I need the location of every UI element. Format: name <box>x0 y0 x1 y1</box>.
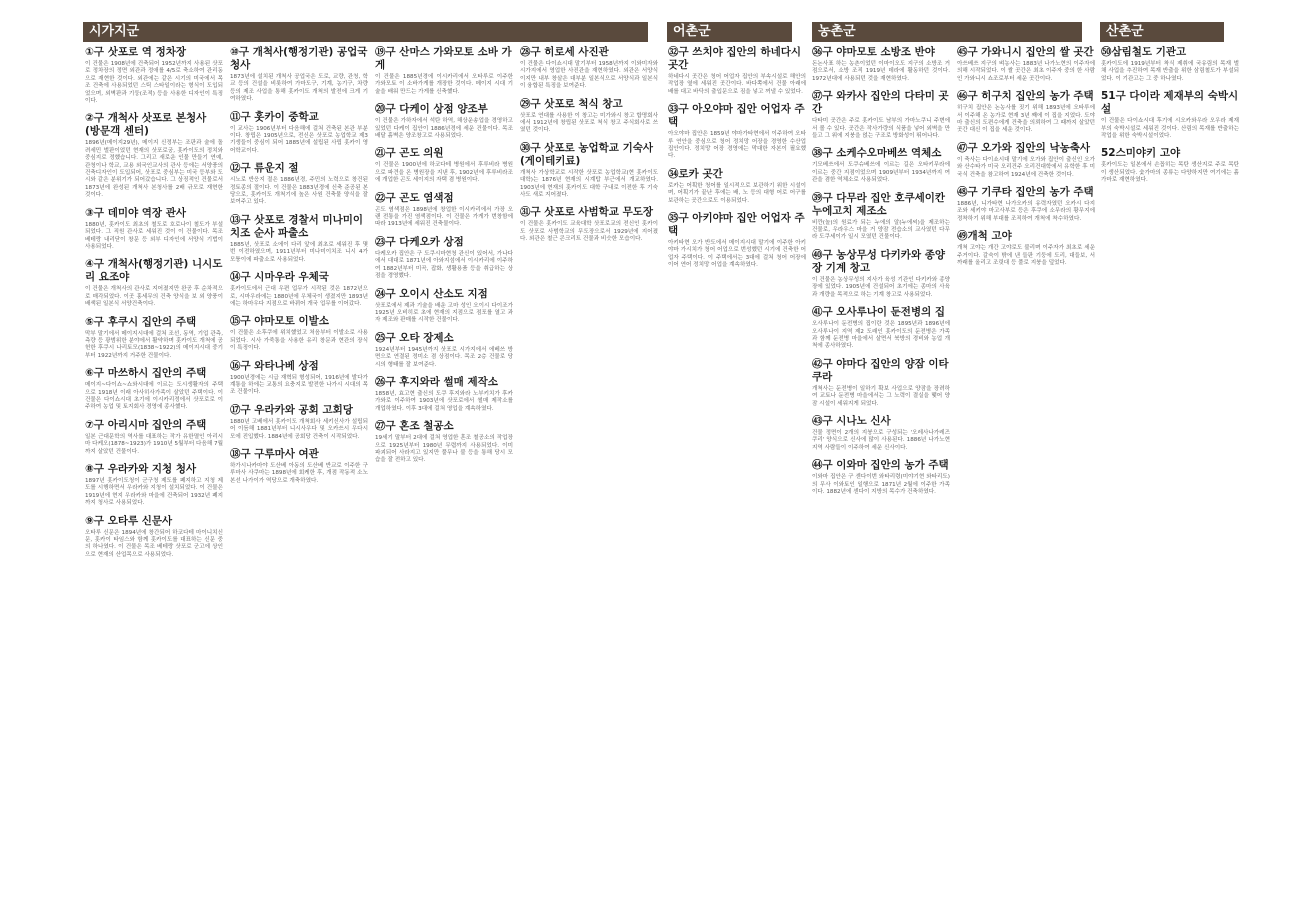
building-entry <box>230 214 368 264</box>
building-entry <box>520 142 658 200</box>
building-description: 다케오카 집안은 구 도쿠시마현청 관신이 있어서, 가나다에서 대대로 1871년에 아와지섬에서 이시카리에 이주하여 1882년부터 미곡, 잡화, 생활용품 등을 취급하는 상점을 경영했다. <box>375 250 513 280</box>
building-title: ⑯구 와타나베 상점 <box>230 359 319 372</box>
building-entry <box>812 306 950 351</box>
building-title: ⑫구 류운지 절 <box>230 162 299 175</box>
building-title: ⑭구 시마우라 우체국 <box>230 271 329 284</box>
building-entry <box>85 367 223 412</box>
building-title: ⑪구 홋카이 중학교 <box>230 110 319 123</box>
building-entry <box>85 112 223 199</box>
building-description: 이 건물은 1900년에 하코다테 병원에서 후루비라 병원으로 파견을 온 병원장을 지낸 후, 1902년에 후루비라조에 개업한 곤도 세이지의 자택 겸 병원이다. <box>375 162 513 184</box>
column-1 <box>85 46 223 566</box>
building-title: ⑱구 구루마사 여관 <box>230 447 319 460</box>
building-title: ⑧구 우라카와 지청 청사 <box>85 463 197 475</box>
building-description: 오사루나이 둔전병의 집이란 것은 1895년과 1896년에 오사루나이 지역 제2 도래인 홋카이도의 둔전병은 가족과 함께 둔전병 마을에서 살면서 북방의 경비와 농업 개척에 종사하였다. <box>812 321 950 350</box>
section-header-farming: 농촌군 <box>812 22 1082 42</box>
building-title: ㊻구 히구치 집안의 농가 주택 <box>957 90 1094 103</box>
building-title: ㉕구 오타 장제소 <box>375 331 454 344</box>
building-description: 이 건물은 1908년에 건축되어 1952년까지 사용된 삿포로 정차장의 정면 외관과 정애를 4/5로 축소하여 관리동으로 재현한 것이다. 외관에는 같은 시기의 미국에서 목조 건축에 사용되었던 스틱 스타일이라는 형식이 도입되었으며, 외벽판과 기둥(조적) 등을 사용한 디자인이 특징이다. <box>85 61 223 105</box>
building-entry <box>812 459 950 496</box>
building-title: ㊺구 가와니시 집안의 쌀 곳간 <box>957 46 1094 58</box>
building-entry <box>957 90 1095 135</box>
building-entry <box>1101 46 1239 83</box>
building-description: 막부 말기에서 메이지시대에 걸쳐 조선, 동역, 기업 관측, 측량 등 광범위한 분야에서 활약하며 홋카이도 개척에 공헌한 후쿠시 나리토모(1838~1922)의 메이지시대 중기부터 1922년까지 거주한 건물이다. <box>85 330 223 359</box>
building-title: ㉓구 다케오카 상점 <box>375 235 464 248</box>
building-entry <box>230 360 368 397</box>
building-entry <box>230 315 368 352</box>
building-title: ⑥구 마쓰하시 집안의 주택 <box>85 367 207 380</box>
building-description: 1880년 고베에서 홋카이도 개척회사 세키신사가 설립되어 이듬해 1881년부터 니시사우다 및 오카쓰시 우다시 모에 진입했다. 1884년에 공회당 건축이 시작되었다. <box>230 418 368 440</box>
building-title: ㊱구 야마모토 소방조 반야 <box>812 46 935 58</box>
building-description: 이 건물은 개척사의 관사로 지어졌지만 완공 후 순차적으로 매각되었다. 이곳 홍세무의 건축 양식을 보 외 양풍이 배색된 일본식 서양건축이다. <box>85 286 223 308</box>
building-title: ⑤구 후쿠시 집안의 주택 <box>85 315 197 328</box>
building-entry <box>1101 90 1239 140</box>
building-entry <box>520 98 658 135</box>
building-entry <box>85 419 223 456</box>
building-description: 시노로 반응지 절은 1886년경, 주민의 노력으로 창건된 정토종의 절이다. 이 건물은 1883년경에 신축 준공된 본당으로, 홋카이도 개척기에 높은 사원 건축물 양식을 잘 보여주고 있다. <box>230 177 368 206</box>
building-title: ㊽구 기쿠타 집안의 농가 주택 <box>957 186 1094 199</box>
building-title: ㉟구 아키야마 집안 어업자 주택 <box>668 212 805 238</box>
column-8 <box>1101 46 1239 192</box>
building-entry <box>520 206 658 243</box>
section-header-fishing: 어촌군 <box>667 22 792 42</box>
building-title: ㊲구 와카사 집안의 다타미 곳간 <box>812 90 949 116</box>
building-description: 오타루 신문은 1894년에 창간되어 하코다테 마이니치신문, 홋카이 타임스와 함께 홋카이도를 대표하는 신문 중의 하나였다. 이 건물은 목조 베테랑 삿포로 군고에 상인으로 현재의 산업목으로 사용되었다. <box>85 529 223 558</box>
building-entry <box>668 103 806 161</box>
building-title: ⑲구 산마스 가와모토 소바 가게 <box>375 46 512 71</box>
building-entry <box>85 463 223 508</box>
building-title: ⑮구 야마모토 이발소 <box>230 315 329 328</box>
building-title: ㉙구 삿포로 척식 창고 <box>520 97 623 110</box>
building-title: ㊳구 소케수오마베쓰 역체소 <box>812 147 942 160</box>
column-4 <box>520 46 658 251</box>
building-description: 건물 정면이 2개의 지붕으로 구성되는 '오레사나가레즈쿠리' 양식으로 신사에 많이 사용된다. 1886년 나가노현 지역 사람들이 이주하여 세운 신사이다. <box>812 429 950 451</box>
building-entry <box>85 316 223 361</box>
building-description: 홋카이도에 1919년부터 착식 제취에 국유림의 목재 벌채 사업을 추진하여 목재 반출을 위한 삼림철도가 부설되었다. 이 기관고는 그 중 하나였다. <box>1101 61 1239 82</box>
building-description: 삿포로에서 제과 기술을 배운 고마 성인 오이시 다이조가 1925년 오비히로 초에 현재의 지점으로 점포를 열고 과자 제조와 판매를 시작한 건물이다. <box>375 302 513 324</box>
building-entry <box>375 332 513 369</box>
column-5 <box>668 46 806 277</box>
building-description: 돈논사표 하는 농촌이었던 이마이오도 지구의 소방조 거점으로서, 소방 조직 1919년 데라에 활동하던 것이다. 1972년대에 사용되던 것을 재현하였다. <box>812 61 950 82</box>
building-description: 개척사는 둔전병이 일하기 확보 사업으로 양잠을 장려하여 교토나 둔전병 마을에서는 그 노력이 결실을 맺어 양잠 시설이 세워지게 되었다. <box>812 385 950 407</box>
building-entry <box>85 46 223 105</box>
building-entry <box>375 147 513 184</box>
building-title: ㊵구 농상무성 다키카와 종양장 기계 창고 <box>812 248 946 274</box>
building-description: 다타미 곳간은 주로 홋카이도 남부의 가마노쿠니 주변에서 볼 수 있다. 곳간은 작사가량의 식품을 넣어 외벽을 만들고 그 위에 지붕을 얹는 구조로 방화성이 뛰어나다. <box>812 118 950 140</box>
building-title: ㊷구 야마다 집안의 양잠 이타쿠라 <box>812 357 949 383</box>
building-title: ㊼구 오가와 집안의 낙농축사 <box>957 141 1091 154</box>
building-entry <box>957 230 1095 267</box>
building-title: ③구 데미야 역장 관사 <box>85 206 187 219</box>
building-entry <box>375 376 513 413</box>
building-title: ②구 개척사 삿포로 본청사 (방문객 센터) <box>85 112 207 138</box>
building-description: 개척 고야는 개간 고야로도 불리며 이주자가 최초로 세운 주거이다. 갈숙이 밖에 낸 들판 기둥에 도리, 대들보, 서까래를 올리고 조릿대 등 풀로 지붕을 덮었다. <box>957 245 1095 267</box>
building-description: 이 교사는 1906년부터 다음해에 걸쳐 건축된 본관 부분이다. 창립은 1905년으로, 전신은 삿포로 농업학교 제3기생들이 중심이 되어 1885년에 설립된 사립 홋카이 영어학교이다. <box>230 125 368 154</box>
section-header-mountain: 산촌군 <box>1100 22 1224 42</box>
building-entry <box>375 288 513 325</box>
building-title: ①구 삿포로 역 정차장 <box>85 46 187 58</box>
building-title: ⑦구 아리시마 집안의 주택 <box>85 418 207 431</box>
building-title: ⑳구 다케이 상점 양조부 <box>375 103 488 116</box>
building-title: ㊹구 이와마 집안의 농가 주택 <box>812 459 949 472</box>
building-entry <box>375 236 513 281</box>
building-entry <box>230 46 368 104</box>
building-description: 이 축사는 다이쇼시대 말기에 오가와 집안이 출신인 오가와 산수타가 미국 오리건주 오리건대학에서 유학한 후 미국식 건축을 참고하여 1924년에 건축한 것이다. <box>957 156 1095 178</box>
building-description: 1858년, 효고현 출신의 도쿠 후지와라 노부키치가 후카가와로 이주하여 1903년에 삿포로에서 썰매 제작소를 개업하였다. 이후 3대에 걸쳐 영업을 계속하였다. <box>375 390 513 412</box>
building-title: ⑰구 우라카와 공회 고회당 <box>230 403 353 416</box>
building-description: 하네다시 곳간은 청어 어업자 집안의 부속시설로 해안의 작업장 옆에 세워진 곳간이다. 바다쪽에서 건물 아래에 배를 대고 바닥의 출입문으로 짐을 넣고 꺼낼 수 있었다. <box>668 74 806 95</box>
building-description: 1897년 홋카이도청이 군구청 제도를 폐지하고 지청 제도를 시행하면서 우라카와 지청이 설치되었다. 이 건물은 1919년에 현지 우라카와 마을에 건축되어 1932년 폐지 까지 청사로 사용되었다. <box>85 478 223 507</box>
building-description: 아오야마 집안은 1859년 야마가타현에서 이주하여 오타루 연안을 중심으로 청어 정치망 어장을 경영한 수산업 집안이다. 정치망 어장 경영에는 막대한 자본이 필요했다. <box>668 131 806 160</box>
building-description: 개척사 가상학교로 시작한 삿포로 농업학교(현 홋카이도 대학)는 1876년 현재의 시계탑 부근에서 개교하였다. 1903년에 현재의 홋카이도 대학 구내로 이전한 후 기숙사도 새로 지어졌다. <box>520 169 658 199</box>
section-header-urban: 시가지군 <box>83 22 648 42</box>
building-title: 51구 다이라 제재부의 숙박시설 <box>1101 90 1239 116</box>
building-entry <box>668 46 806 96</box>
building-description: 이 건물은 가하자에서 석탄 하역, 해상운송업을 경영하고 있었던 다케이 집안이 1886년경에 세운 건물이다. 목조 배달 흙벽은 양조창고로 사용되었다. <box>375 118 513 140</box>
column-2 <box>230 46 368 492</box>
building-title: ㉖구 후지와라 썰매 제작소 <box>375 375 498 388</box>
building-description: 1873년에 설치된 개척사 공업국은 도로, 교량, 관청, 학교 등의 건설을 비롯하여 가마도구, 기계, 농기구, 차량 등의 제조 사업을 통해 홋카이도 개척의 발전에 크게 기여하였다. <box>230 74 368 103</box>
building-title: ㉛구 삿포로 사범학교 무도장 <box>520 206 654 219</box>
building-entry <box>520 46 658 91</box>
building-description: 이 건물은 1885년경에 이시카리에서 오타루로 이주한 가와모토 이 소바가게를 개장한 것이다. 메이지 시대 기술을 배워 만드는 가게를 신축했다. <box>375 74 513 95</box>
building-description: 홋카이도는 일본에서 손꼽히는 목탄 생산지로 주로 목탄이 생산되었다. 숯가마의 종류는 다양하지만 여기에는 흙가마로 재현하였다. <box>1101 162 1239 184</box>
building-title: ㉒구 곤도 염색점 <box>375 191 454 204</box>
building-entry <box>812 147 950 184</box>
building-title: ㉞로카 곳간 <box>668 167 723 180</box>
building-entry <box>375 103 513 140</box>
building-description: 1900년경에는 시급 재혁되 형성되어, 1916년에 발다가 계통을 하에는 교통의 요충지로 발전한 나가시 시대의 목조 건물이다. <box>230 374 368 396</box>
building-entry <box>812 46 950 83</box>
building-description: 이와마 집안은 구 센다이번 와타리령(미야기현 와타리도)의 무사 이와토인 일행으로 1871년 2월에 이주한 가족이다. 1882년에 센다이 지방의 목수가 건축하였다. <box>812 474 950 495</box>
building-entry <box>85 515 223 560</box>
building-description: 1880년, 홋카이도 최초의 철도로 호로나이 철도가 부설되었다. 그 직원 관사로 세워진 것이 이 건물이다. 목조 베테랑 내리닫이 창문 등 외부 디자인에 서양식 기법이 사용되었다. <box>85 221 223 250</box>
column-3 <box>375 46 513 472</box>
building-description: 아키타현 오가 반도에서 메이지시대 말기에 이주한 아키야마 가시치가 청어 어업으로 번성했던 시기에 건축한 어업자 주택이다. 이 주택에서는 3대에 걸쳐 청어 어장에 이어 연어 정치망 어업을 계속하였다. <box>668 240 806 269</box>
building-title: ⑬구 삿포로 경찰서 미나미이치조 순사 파출소 <box>230 213 364 239</box>
building-description: 홋카이도에서 근대 우편 업무가 시작된 것은 1872년으로, 시마우라에는 1880년에 우체국이 생겼지만 1893년에는 하마우다 지점으로 바뀌어 개국 업무를 이어갔다. <box>230 286 368 307</box>
building-title: 52스미야키 고야 <box>1101 147 1181 160</box>
building-entry <box>957 142 1095 179</box>
column-7 <box>957 46 1095 275</box>
building-title: ㉘구 히로세 사진관 <box>520 46 609 58</box>
building-entry <box>230 448 368 485</box>
building-entry <box>812 90 950 140</box>
building-description: 일본 근대문학의 역사를 대표하는 작가 유한멸인 아리시마 다케오(1878~1923)가 1910년 5월부터 다음해 7월까지 살았던 건물이다. <box>85 433 224 455</box>
building-description: 삿포로 연대를 사용한 이 창고는 미가와시 창고 합명회사에서 1912년에 창립된 삿포로 척식 창고 주식회사로 쓰였던 것이다. <box>520 112 658 134</box>
building-entry <box>230 271 368 308</box>
building-description: 비깐(놀)의 원료가 되는 누에의 알(누에씨)을 제조하는 건물로, 우라우스 마을 거 양잠 전습소의 교사였던 다무라 도쿠세이가 일시 모였던 건물이다. <box>812 219 950 241</box>
building-description: 곤도 염색점은 1898년에 창업한 이시카리에서 가장 오랜 전통을 가진 염색점이다. 이 건물은 가게가 번창함에 따라 1913년에 세워진 건축물이다. <box>375 206 513 228</box>
building-entry <box>812 358 950 408</box>
building-title: ㊴구 다무라 집안 호쿠세이칸 누에고치 제조소 <box>812 191 946 217</box>
building-entry <box>957 46 1095 83</box>
building-entry <box>812 249 950 299</box>
building-description: 1924년부터 1945년까지 삿포로 시가지에서 에베쓰 방면으로 연결된 정미소 겸 상점이다. 목조 2층 건물로 당시의 형태를 잘 보여준다. <box>375 346 513 368</box>
building-description: 기모베쓰에서 도쿠슈베쓰에 이르는 길은 오타키무라에 이르는 중간 지점이었으며 1909년부터 1934년까지 여관을 겸한 역체소로 사용되었다. <box>812 162 950 184</box>
building-description: 아쓰베쓰 지구의 벼농사는 1883년 나가노현의 이주자에 의해 시작되었다. 이 쌀 곳간은 최초 이주자 중의 한 사람인 가와니시 쇼조로부터 세운 곳간이다. <box>957 61 1095 82</box>
building-entry <box>375 46 513 96</box>
building-entry <box>668 212 806 270</box>
building-entry <box>85 207 223 252</box>
building-title: ㉗구 혼조 철공소 <box>375 420 454 433</box>
building-title: ㊸구 시나노 신사 <box>812 414 891 427</box>
building-description: 메이지~다이쇼~쇼와시대에 이르는 도시생활자의 주택으로 1918년 이래 아사히사가족이 살았던 주택이다. 이 건물은 다이쇼시대 초기에 이시카리정에서 삿포로로 이주하여 농업 및 토지회사 경영에 종사했다. <box>85 382 223 411</box>
building-title: ④구 개척사(행정기관) 니시도리 요조야 <box>85 258 223 284</box>
building-entry <box>375 420 513 465</box>
building-entry <box>230 111 368 156</box>
building-title: ㊾개척 고야 <box>957 230 1012 243</box>
building-description: 하가시나카마야 도산베 아동의 도산베 반교로 이주한 구루마사 사쿠마는 1898년에 회케한 후, 개점 작동적 소노 본선 나가이가 역당으로 개축하였다. <box>230 462 368 484</box>
building-description: 이 건물은 홋카이도 교육대학 삿포로교의 전신인 홋카이도 삿포로 사범학교의 무도장으로서 1929년에 지어졌다. 외관은 철근 콘크리트 건물과 비슷한 모습이다. <box>520 221 658 243</box>
building-description: 로카는 어획한 청어를 일시적으로 보관하기 위한 시설이며, 어획기가 끝난 후에는 배, 노 등의 대형 어로 어구를 보관하는 곳간으로도 이용되었다. <box>668 182 806 204</box>
building-entry <box>812 415 950 452</box>
building-entry <box>85 258 223 308</box>
building-description: 이 건물은 소후쿠에 위치했었고 처음부터 이발소로 사용되었다. 시사 가죽통을 사용한 유리 창문과 현관의 장식이 특징이다. <box>230 330 368 352</box>
column-6 <box>812 46 950 503</box>
building-entry <box>957 186 1095 223</box>
building-entry <box>375 192 513 229</box>
building-title: ⑩구 개척사(행정기관) 공업국 청사 <box>230 46 368 71</box>
building-description: 이 건물은 다이쇼시대 후기에 시오카와우라 오우라 제재부의 숙박시설로 세워진 것이다. 산림의 목재를 반출하는 작업을 위한 숙박시설이었다. <box>1101 118 1239 140</box>
building-title: ㊶구 오사루나이 둔전병의 집 <box>812 306 946 319</box>
building-entry <box>668 168 806 205</box>
building-entry <box>812 192 950 242</box>
building-description: 1896년(메이지29년), 메이지 신정부는 조판과 술에 돌려세민 벌판이었던 현재의 삿포로궁, 홋카이도의 정치와 중심지로 정했습니다. 그리고 새로운 인물 만들기 연예, 관청이나 학교, 교용 외국인교사의 관사 등에는 서양풍의 건축디자인이 도입되어, 삿포로 중심부는 미국 등부와 도시와 같은 분위기가 되어갔습니다. 그 상징적인 건물로서 1873년에 완성된 개척사 본청사를 2배 규모로 재현한 것이다. <box>85 140 223 199</box>
building-description: 1885년, 삿포로 소에이 다리 앞에 최초로 세워진 후 몇 번 이전하였으며, 1911년부터 미나미이치조 니시 4가 모퉁이에 파출소로 사용되었다. <box>230 241 368 263</box>
building-title: ㉚구 삿포로 농업학교 기숙사 (게이테키료) <box>520 141 654 167</box>
building-description: 히구치 집안은 논농사를 짓기 위해 1893년에 오타루에서 이주해 온 농가로 현재 3년 째에 이 집을 지었다. 도야마 출신의 도편수에게 건축을 의뢰하여 그 때까지 살았던 곳간 대신 이 집을 세운 것이다. <box>957 105 1095 134</box>
building-description: 1886년, 니가타현 나가오카의 유력자였던 오카시 다지조와 세키야 마고사부로 등은 후쿠에 소무라의 황무지에 정착하기 위해 부대를 조직하여 개척에 착수하였다. <box>957 201 1095 222</box>
building-title: ㉑구 곤도 의원 <box>375 147 444 160</box>
building-description: 19세기 말부터 2대에 걸쳐 영업한 혼조 철공소의 작업장으로 1925년부터 1980년 무렵까지 사용되었다. 이미 파괴되어 사라지고 있지만 풀무나 불 등을 통해 당시 모습을 잘 전하고 있다. <box>375 435 513 464</box>
building-description: 이 건물은 농상무성의 지사가 육성 기관인 다키카와 종양장에 있었다. 1905년에 건설되어 초기에는 종마의 사육과 개량을 목적으로 하는 기계 창고로 사용되었다. <box>812 276 950 298</box>
building-title: ㉝구 아오야마 집안 어업자 주택 <box>668 103 805 129</box>
building-title: ㉜구 쓰치야 집안의 하네다시 곳간 <box>668 46 802 71</box>
building-entry <box>230 404 368 441</box>
building-entry <box>1101 147 1239 184</box>
building-title: ㊿삼림철도 기관고 <box>1101 46 1187 58</box>
building-description: 이 건물은 다이쇼시대 말기부터 1958년까지 이와미자와 시가지에서 영업한 사진관을 재현하였다. 외관은 서양식이지만 내부 창살은 대부분 일본식으로 서양식과 일본식이 융합된 특징을 보여준다. <box>520 61 658 90</box>
building-title: ⑨구 오타루 신문사 <box>85 514 173 527</box>
building-title: ㉔구 오이시 산소도 지점 <box>375 287 488 300</box>
building-entry <box>230 162 368 207</box>
